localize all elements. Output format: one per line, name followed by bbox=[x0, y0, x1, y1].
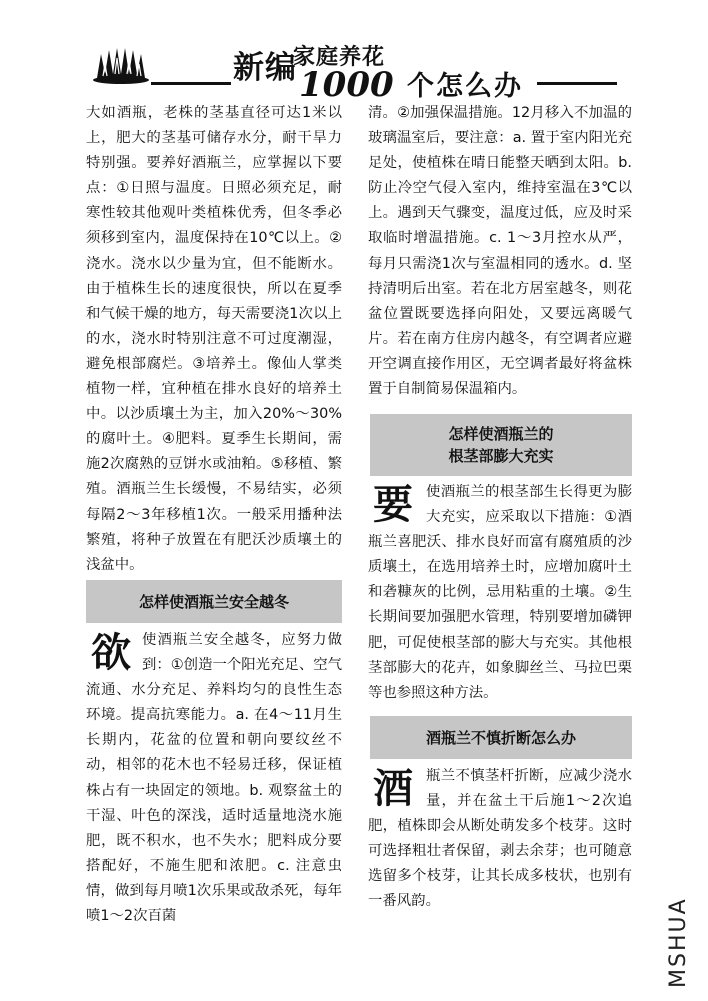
section-overwinter bbox=[86, 628, 342, 929]
overwinter-text: 使酒瓶兰安全越冬，应努力做到：①创造一个阳光充足、空气流通、水分充足、养料均匀的良性生态环境。提高抗寒能力。a. 在4～11月生长期内，花盆的位置和朝向要纹丝不动，相邻的花木也不轻易迁移，保证植株占有一块固定的领地。b. 观察盆土的干湿、叶色的深浅，适时适量地浇水施肥，既不积水，也不失水；肥料成分要搭配好，不施生肥和浓肥。c. 注意虫情，做到每月喷1次乐果或敌杀死，每年喷1～2次百菌 bbox=[86, 632, 342, 925]
header-title: 家庭养花 bbox=[293, 45, 386, 70]
header-rule-right bbox=[537, 82, 617, 85]
left-column-text bbox=[86, 101, 342, 578]
section-root bbox=[368, 480, 632, 706]
section-broken bbox=[368, 764, 632, 915]
page-header bbox=[85, 40, 620, 105]
dropcap-broken: 酒 bbox=[373, 765, 413, 812]
article-paragraph-continued: 清。②加强保温措施。12月移入不加温的玻璃温室后，要注意：a. 置于室内阳光充足处，使植株在晴日能整天晒到太阳。b. 防止冷空气侵入室内，维持室温在3℃以上。遇到天气骤变，温度过低，应及时采取临时增温措施。c. 1～3月控水从严，每月只需浇1次与室温相同的透水。d. 坚持清明后出室。若在北方居室越冬，则花盆位置既要选择向阳处，又要远离暖气片。若在南方住房内越冬，有空调者应避开空调直接作用区，无空调者最好将盆株置于自制简易保温箱内。 bbox=[368, 105, 632, 398]
article-paragraph: 大如酒瓶，老株的茎基直径可达1米以上，肥大的茎基可储存水分，耐干旱力特别强。要养好酒瓶兰，应掌握以下要点：①日照与温度。日照必须充足，耐寒性较其他观叶类植株优秀，但冬季必须移到室内，温度保持在10℃以上。②浇水。浇水以少量为宜，但不能断水。由于植株生长的速度很快，所以在夏季和气候干燥的地方，每天需要浇1次以上的水，浇水时特别注意不可过度潮湿，避免根部腐烂。③培养土。像仙人掌类植物一样，宜种植在排水良好的培养土中。以沙质壤土为主，加入20%～30%的腐叶土。④肥料。夏季生长期间，需施2次腐熟的豆饼水或油粕。⑤移植、繁殖。酒瓶兰生长缓慢，不易结实，必须每隔2～3年移植1次。一般采用播种法繁殖，将种子放置在有肥沃沙质壤土的浅盆中。 bbox=[86, 105, 342, 573]
header-number: 1000 bbox=[299, 65, 394, 105]
watermark: MSHUA bbox=[666, 897, 691, 988]
flower-logo-icon bbox=[91, 44, 151, 84]
banner-root bbox=[370, 414, 632, 476]
header-suffix: 个怎么办 bbox=[407, 71, 523, 102]
banner-overwinter: 怎样使酒瓶兰安全越冬 bbox=[86, 580, 342, 623]
root-text: 使酒瓶兰的根茎部生长得更为膨大充实，应采取以下措施：①酒瓶兰喜肥沃、排水良好而富有腐殖质的沙质壤土，在选用培养土时，应增加腐叶土和砻糠灰的比例，忌用粘重的土壤。②生长期间要加强肥水管理，特别要增加磷钾肥，可促使根茎部的膨大与充实。其他根茎部膨大的花卉，如象脚丝兰、马拉巴栗等也参照这种方法。 bbox=[368, 484, 632, 701]
banner-root-line1: 怎样使酒瓶兰的 bbox=[448, 425, 554, 443]
right-column-text bbox=[368, 101, 632, 402]
dropcap-overwinter: 欲 bbox=[91, 629, 131, 676]
broken-text: 瓶兰不慎茎杆折断，应减少浇水量，并在盆土干后施1～2次追肥，植株即会从断处萌发多个枝芽。这时可选择粗壮者保留，剥去余芽；也可随意选留多个枝芽，让其长成多枝状，也别有一番风韵。 bbox=[368, 768, 632, 910]
header-prefix: 新编 bbox=[233, 50, 297, 86]
header-rule-left bbox=[151, 82, 231, 85]
dropcap-root: 要 bbox=[373, 481, 413, 528]
banner-broken: 酒瓶兰不慎折断怎么办 bbox=[370, 716, 632, 759]
banner-root-line2: 根茎部膨大充实 bbox=[448, 447, 554, 465]
